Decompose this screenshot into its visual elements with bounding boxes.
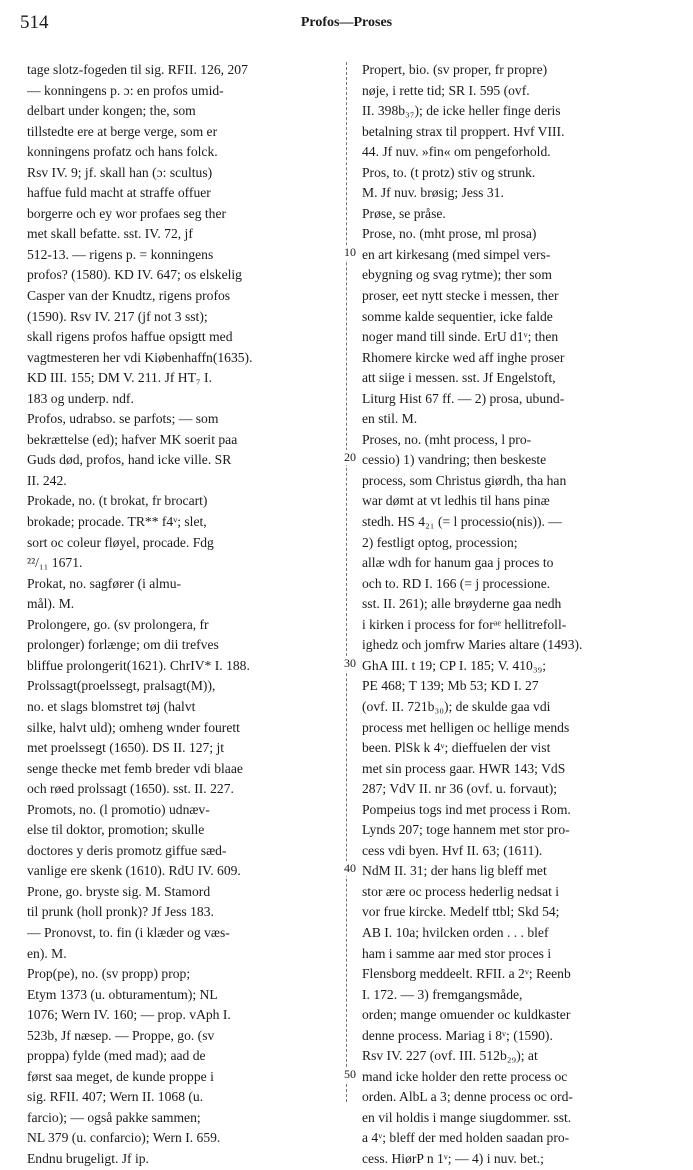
- text-line: mål). M.: [27, 596, 75, 612]
- text-line: konningens profatz och hans folck.: [27, 144, 218, 160]
- text-line: denne process. Mariag i 8ᵛ; (1590).: [362, 1027, 553, 1043]
- text-line: Flensborg meddeelt. RFII. a 2ᵛ; Reenb: [362, 966, 571, 982]
- text-line: somme kalde sequentier, icke falde: [362, 308, 553, 324]
- text-line: mand icke holder den rette process oc: [362, 1068, 568, 1084]
- text-line: borgerre och ey wor profaes seg ther: [27, 205, 227, 221]
- text-line: (1590). Rsv IV. 217 (jf not 3 sst);: [27, 308, 208, 324]
- text-line: a 4ᵛ; bleff der med holden saadan pro-: [362, 1130, 570, 1146]
- text-line: Propert, bio. (sv proper, fr propre): [362, 62, 548, 77]
- text-line: Prokade, no. (t brokat, fr brocart): [27, 493, 208, 509]
- text-line: proppa) fylde (med mad); aad de: [27, 1048, 206, 1064]
- text-line: noger mand till sinde. ErU d1ᵛ; then: [362, 329, 559, 345]
- text-line: en stil. M.: [362, 411, 418, 427]
- text-line: process met helligen oc hellige mends: [362, 719, 570, 735]
- text-line: stor ære oc process hederlig nedsat i: [362, 883, 560, 899]
- text-line: ighedz och jomfrw Maries altare (1493).: [362, 637, 583, 653]
- text-line: Rsv IV. 227 (ovf. III. 512b₂₉); at: [362, 1048, 538, 1064]
- text-line: cessio) 1) vandring; then beskeste: [362, 452, 547, 468]
- text-line: Lynds 207; toge hannem met stor pro-: [362, 822, 570, 838]
- text-line: AB I. 10a; hvilcken orden . . . blef: [362, 924, 549, 940]
- text-line: en art kirkesang (med simpel vers-: [362, 246, 551, 262]
- text-line: M. Jf nuv. brøsig; Jess 31.: [362, 185, 504, 201]
- text-line: KD III. 155; DM V. 211. Jf HT₇ I.: [27, 370, 212, 386]
- running-title: Profos—Proses: [300, 15, 393, 30]
- text-line: betalning strax til proppert. Hvf VIII.: [362, 123, 565, 139]
- text-line: orden. AlbL a 3; denne process oc ord-: [362, 1089, 573, 1105]
- text-line: proser, eet nytt stecke i messen, ther: [362, 288, 559, 304]
- text-line: met sin process gaar. HWR 143; VdS: [362, 760, 566, 776]
- text-line: no. et slags blomstret tøj (halvt: [27, 698, 196, 714]
- text-line: Pros, to. (t protz) stiv og strunk.: [362, 164, 536, 180]
- text-line: war dømt at vt ledhis til hans pinæ: [362, 493, 550, 509]
- column-divider: [346, 62, 348, 1102]
- text-line: Promots, no. (l promotio) udnæv-: [27, 801, 210, 817]
- text-line: farcio); — også pakke sammen;: [27, 1109, 201, 1125]
- text-line: til prunk (holl pronk)? Jf Jess 183.: [27, 904, 214, 920]
- margin-line-number: 20: [338, 450, 362, 465]
- text-line: tillstedte ere at berge verge, som er: [27, 123, 218, 139]
- text-line: ²²/₁₁ 1671.: [27, 555, 83, 571]
- text-line: stedh. HS 4₂₁ (= l processio(nis)). —: [362, 514, 562, 530]
- text-line: ebygning og svag rytme); ther som: [362, 267, 552, 283]
- text-line: 287; VdV II. nr 36 (ovf. u. forvaut);: [362, 781, 558, 797]
- text-line: Prose, no. (mht prose, ml prosa): [362, 226, 537, 242]
- text-line: bekrættelse (ed); hafver MK soerit paa: [27, 431, 238, 447]
- text-line: Casper van der Knudtz, rigens profos: [27, 288, 231, 304]
- text-line: Prøse, se pråse.: [362, 205, 446, 221]
- text-line: Etym 1373 (u. obturamentum); NL: [27, 986, 218, 1002]
- text-line: sort oc coleur fløyel, procade. Fdg: [27, 534, 214, 550]
- text-line: sig. RFII. 407; Wern II. 1068 (u.: [27, 1089, 204, 1105]
- text-line: profos? (1580). KD IV. 647; os elskelig: [27, 267, 242, 283]
- text-line: først saa meget, de kunde proppe i: [27, 1068, 214, 1084]
- text-line: Guds død, profos, hand icke ville. SR: [27, 452, 232, 468]
- text-line: Prop(pe), no. (sv propp) prop;: [27, 966, 191, 982]
- text-line: cess. HiørP n 1ᵛ; — 4) i nuv. bet.;: [362, 1150, 544, 1166]
- text-line: tage slotz-fogeden til sig. RFII. 126, 207: [27, 62, 248, 77]
- text-line: orden; mange omuender oc kuldkaster: [362, 1007, 571, 1023]
- text-line: I. 172. — 3) fremgangsmåde,: [362, 986, 523, 1002]
- text-line: nøje, i rette tid; SR I. 595 (ovf.: [362, 82, 530, 98]
- text-line: Rsv IV. 9; jf. skall han (ɔ: scultus): [27, 164, 213, 180]
- text-line: senge thecke met femb breder vdi blaae: [27, 760, 243, 776]
- text-line: sst. II. 261); alle brøyderne gaa nedh: [362, 596, 562, 612]
- text-line: PE 468; T 139; Mb 53; KD I. 27: [362, 678, 539, 694]
- text-line: Prolssagt(proelssegt, pralsagt(M)),: [27, 678, 216, 694]
- text-line: delbart under kongen; the, som: [27, 103, 196, 119]
- left-column: [27, 60, 337, 1170]
- text-line: GhA III. t 19; CP I. 185; V. 410₃₉;: [362, 657, 547, 673]
- text-line: och røed prolssagt (1650). sst. II. 227.: [27, 781, 234, 797]
- text-line: process, som Christus giørdh, tha han: [362, 472, 567, 488]
- text-line: II. 242.: [27, 472, 67, 488]
- text-line: NL 379 (u. confarcio); Wern I. 659.: [27, 1130, 221, 1146]
- text-line: vagtmesteren her vdi Kiøbenhaffn(1635).: [27, 349, 253, 365]
- text-line: haffue fuld macht at straffe offuer: [27, 185, 211, 201]
- page-number: 514: [20, 12, 49, 33]
- text-line: i kirken i process for forᵃᵉ hellitrefoll-: [362, 616, 567, 632]
- text-line: vor frue kircke. Medelf ttbl; Skd 54;: [362, 904, 560, 920]
- text-line: NdM II. 31; der hans lig bleff met: [362, 863, 547, 879]
- text-line: 183 og underp. ndf.: [27, 390, 134, 406]
- text-line: Prolongere, go. (sv prolongera, fr: [27, 616, 209, 632]
- text-line: prolonger) forlænge; om dii trefves: [27, 637, 219, 653]
- text-line: 44. Jf nuv. »fin« om pengeforhold.: [362, 144, 551, 160]
- text-line: Proses, no. (mht process, l pro-: [362, 431, 532, 447]
- text-line: en vil holdis i mange siugdommer. sst.: [362, 1109, 572, 1125]
- text-line: Liturg Hist 67 ff. — 2) prosa, ubund-: [362, 390, 565, 406]
- text-line: och to. RD I. 166 (= j processione.: [362, 575, 551, 591]
- text-line: doctores y deris promotz giffue sæd-: [27, 842, 227, 858]
- right-column: [362, 60, 680, 1170]
- text-line: else til doktor, promotion; skulle: [27, 822, 205, 838]
- text-line: been. PlSk k 4ᵛ; dieffuelen der vist: [362, 740, 551, 756]
- text-line: 2) festligt optog, procession;: [362, 534, 518, 550]
- text-line: (ovf. II. 721b₃₀); de skulde gaa vdi: [362, 698, 551, 714]
- text-line: Prone, go. bryste sig. M. Stamord: [27, 883, 211, 899]
- text-line: 512-13. — rigens p. = konningens: [27, 246, 214, 262]
- margin-line-number: 40: [338, 861, 362, 876]
- margin-line-number: 30: [338, 656, 362, 671]
- text-line: brokade; procade. TR** f4ᵛ; slet,: [27, 514, 207, 530]
- text-line: att siige i messen. sst. Jf Engelstoft,: [362, 370, 556, 386]
- text-line: 523b, Jf næsep. — Proppe, go. (sv: [27, 1027, 215, 1043]
- text-line: bliffue prolongerit(1621). ChrIV* I. 188.: [27, 657, 250, 673]
- margin-line-number: 10: [338, 245, 362, 260]
- text-line: allæ wdh for hanum gaa j proces to: [362, 555, 554, 571]
- text-line: met skall befatte. sst. IV. 72, jf: [27, 226, 193, 242]
- margin-line-number: 50: [338, 1067, 362, 1082]
- text-line: skall rigens profos haffue opsigtt med: [27, 329, 233, 345]
- text-line: 1076; Wern IV. 160; — prop. vAph I.: [27, 1007, 231, 1023]
- text-line: Endnu brugeligt. Jf ip.: [27, 1150, 149, 1166]
- text-line: — konningens p. ɔ: en profos umid-: [27, 82, 224, 98]
- text-line: cess vdi byen. Hvf II. 63; (1611).: [362, 842, 543, 858]
- text-line: Prokat, no. sagfører (i almu-: [27, 575, 182, 591]
- text-line: — Pronovst, to. fin (i klæder og væs-: [27, 924, 230, 940]
- text-line: vanlige ere skenk (1610). RdU IV. 609.: [27, 863, 241, 879]
- text-line: ham i samme aar med stor proces i: [362, 945, 552, 961]
- text-line: met proelssegt (1650). DS II. 127; jt: [27, 740, 225, 756]
- text-line: Rhomere kircke wed aff inghe proser: [362, 349, 565, 365]
- text-line: en). M.: [27, 945, 67, 961]
- text-line: Profos, udrabso. se parfots; — som: [27, 411, 219, 427]
- text-line: II. 398b₃₇); de icke heller finge deris: [362, 103, 561, 119]
- text-line: silke, halvt uld); omheng wnder fourett: [27, 719, 240, 735]
- text-line: Pompeius togs ind met process i Rom.: [362, 801, 571, 817]
